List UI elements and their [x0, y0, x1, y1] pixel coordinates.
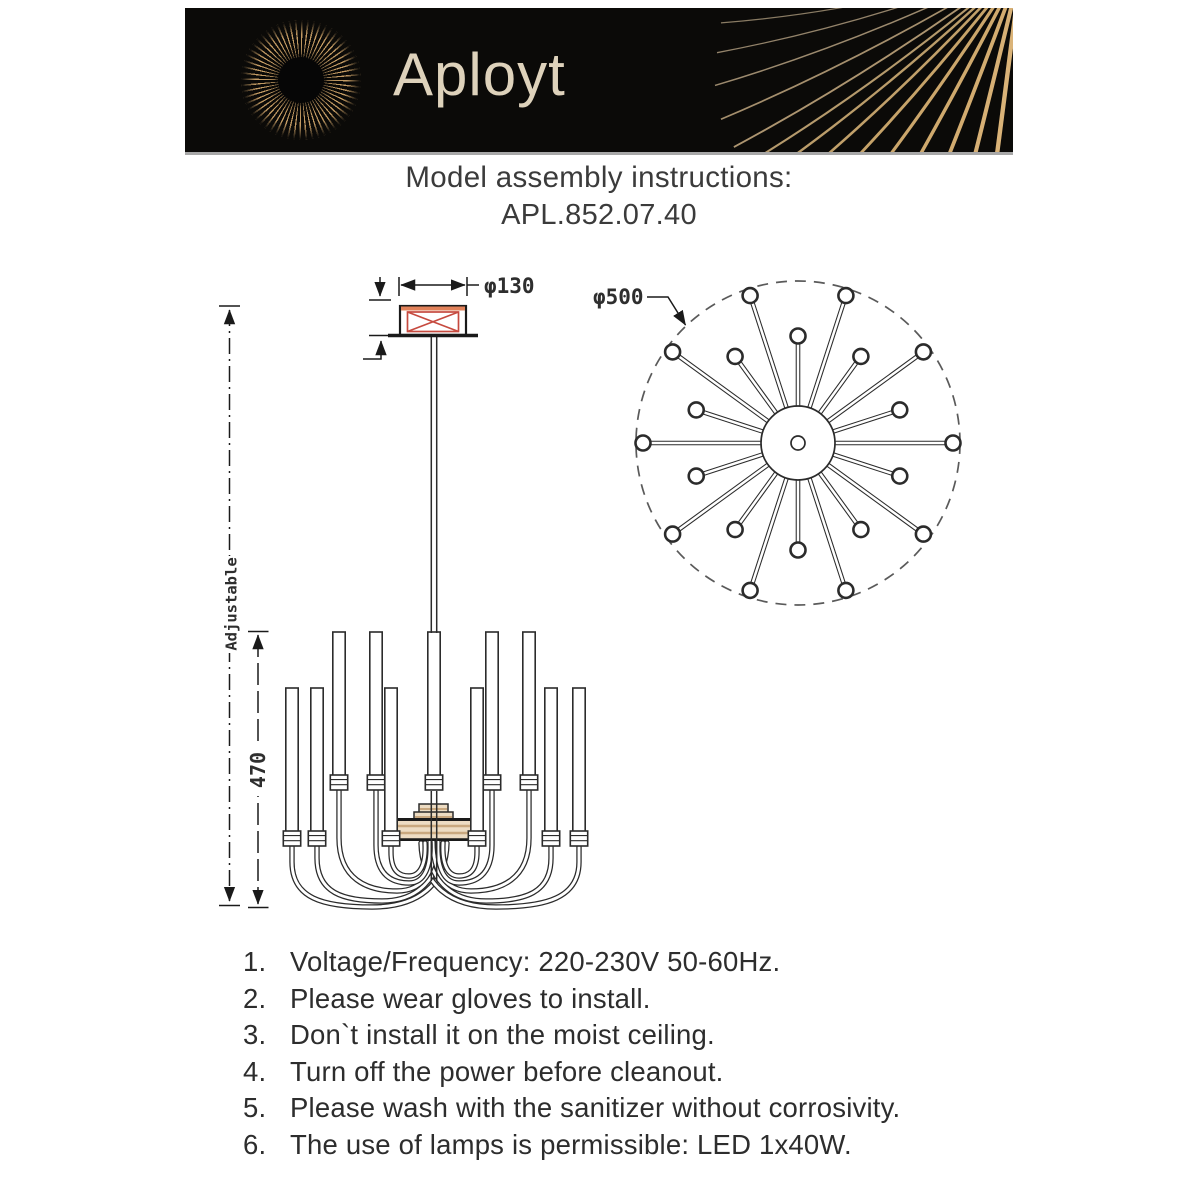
hub-center-hole: [791, 436, 805, 450]
instruction-item: [243, 981, 1013, 1018]
page-title: Model assembly instructions:: [405, 161, 793, 194]
instruction-number: 6.: [243, 1128, 267, 1160]
canopy-height-marks: [363, 277, 391, 359]
model-number: APL.852.07.40: [501, 199, 697, 231]
instruction-item: [243, 1090, 1013, 1127]
dimension-adjustable: [219, 306, 241, 906]
canopy-diameter-label: φ130: [484, 274, 535, 298]
dimension-top-diameter: [593, 285, 686, 325]
ceiling-canopy: [388, 306, 478, 336]
instruction-text: Voltage/Frequency: 220-230V 50-60Hz.: [290, 946, 781, 977]
dimension-470: [246, 632, 270, 908]
suspension-rod: [431, 337, 436, 633]
instruction-number: 5.: [243, 1092, 267, 1124]
body-height-label: 470: [246, 751, 270, 789]
instruction-item: [243, 1017, 1013, 1054]
instruction-item: [243, 1054, 1013, 1091]
top-view-drawing: [593, 281, 961, 605]
instructions-list: [243, 944, 1013, 1164]
instruction-text: The use of lamps is permissible: LED 1x40W.: [290, 1128, 852, 1160]
top-diameter-label: φ500: [593, 285, 644, 309]
instruction-number: 2.: [243, 982, 267, 1014]
instruction-number: 1.: [243, 946, 267, 977]
adjustable-label: Adjustable: [222, 557, 241, 651]
instruction-text: Please wash with the sanitizer without corrosivity.: [290, 1092, 901, 1124]
instruction-text: Turn off the power before cleanout.: [290, 1055, 724, 1087]
chandelier-hub: [393, 804, 475, 840]
dimension-canopy-diameter: [399, 274, 535, 298]
instruction-item: [243, 944, 1013, 981]
instruction-number: 4.: [243, 1055, 267, 1087]
brand-name: Aployt: [393, 41, 566, 108]
side-view-drawing: [219, 274, 588, 908]
instruction-text: Don`t install it on the moist ceiling.: [290, 1019, 715, 1051]
instruction-text: Please wear gloves to install.: [290, 982, 651, 1014]
instruction-item: [243, 1127, 1013, 1164]
instruction-number: 3.: [243, 1019, 267, 1051]
